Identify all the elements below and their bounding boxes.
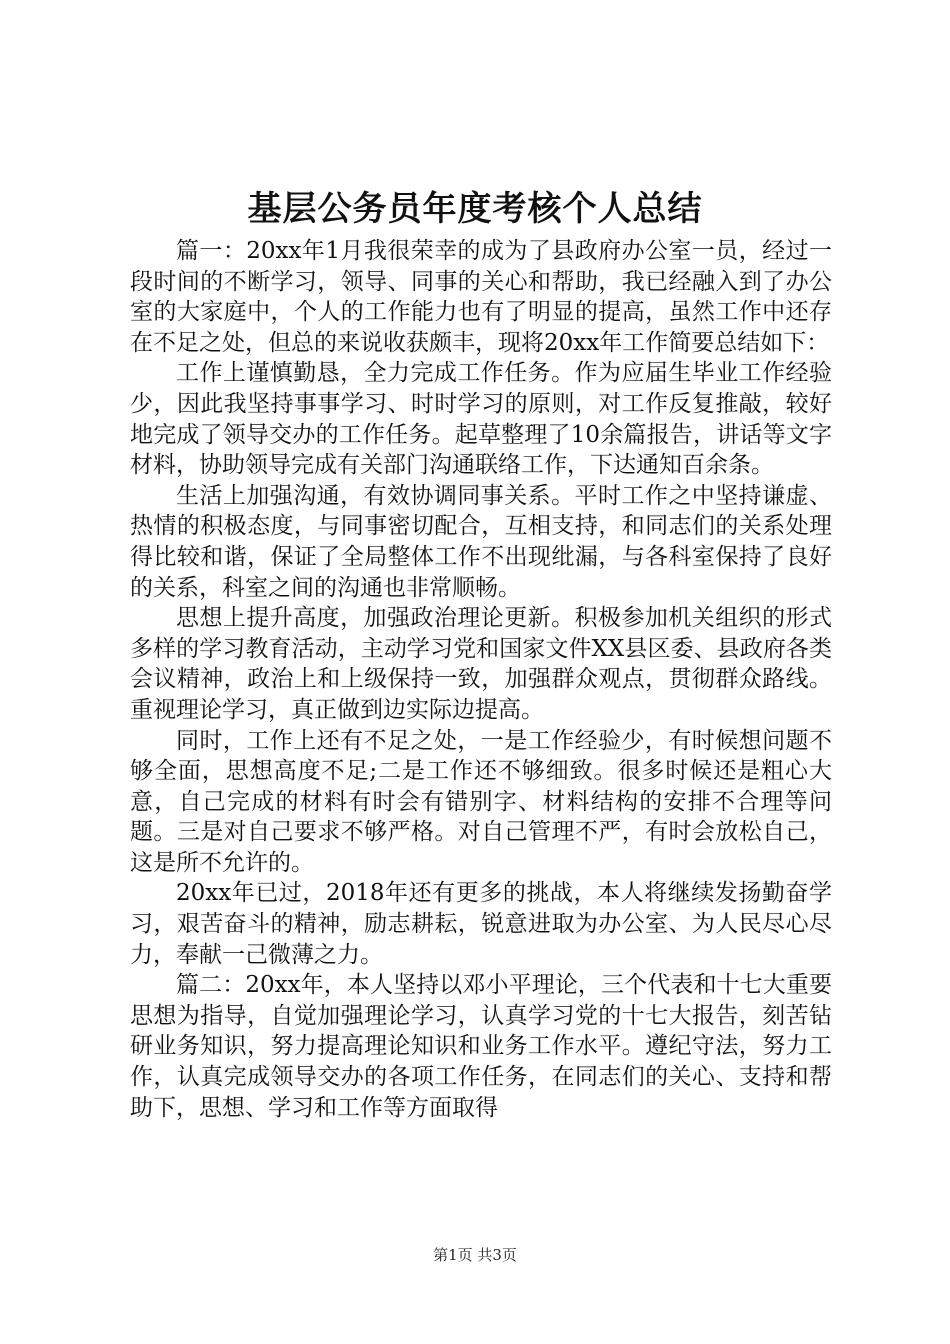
paragraph-2: 工作上谨慎勤恳，全力完成工作任务。作为应届生毕业工作经验少，因此我坚持事事学习、时时学习的原则，对工作反复推敲，较好地完成了领导交办的工作任务。起草整理了10余篇报告，讲话等文字材料，协助领导完成有关部门沟通联络工作，下达通知百余条。 (130, 360, 832, 479)
paragraph-5: 同时，工作上还有不足之处，一是工作经验少，有时候想问题不够全面，思想高度不足;二是工作还不够细致。很多时候还是粗心大意，自己完成的材料有时会有错别字、材料结构的安排不合理等问题。三是对自己要求不够严格。对自己管理不严，有时会放松自己，这是所不允许的。 (130, 727, 832, 876)
document-title: 基层公务员年度考核个人总结 (247, 189, 703, 229)
paragraph-3: 生活上加强沟通，有效协调同事关系。平时工作之中坚持谦虚、热情的积极态度，与同事密切配合，互相支持，和同志们的关系处理得比较和谐，保证了全局整体工作不出现纰漏，与各科室保持了良好的关系，科室之间的沟通也非常顺畅。 (130, 482, 832, 601)
paragraph-6: 20xx年已过，2018年还有更多的挑战，本人将继续发扬勤奋学习，艰苦奋斗的精神，励志耕耘，锐意进取为办公室、为人民尽心尽力，奉献一己微薄之力。 (130, 880, 832, 968)
paragraph-1: 篇一：20xx年1月我很荣幸的成为了县政府办公室一员，经过一段时间的不断学习，领导、同事的关心和帮助，我已经融入到了办公室的大家庭中，个人的工作能力也有了明显的提高，虽然工作中还存在不足之处，但总的来说收获颇丰，现将20xx年工作简要总结如下： (130, 238, 832, 356)
document-body (130, 236, 832, 1123)
paragraph-7: 篇二：20xx年，本人坚持以邓小平理论，三个代表和十七大重要思想为指导，自觉加强理论学习，认真学习党的十七大报告，刻苦钻研业务知识，努力提高理论知识和业务工作水平。遵纪守法，努力工作，认真完成领导交办的各项工作任务，在同志们的关心、支持和帮助下，思想、学习和工作等方面取得 (130, 972, 832, 1121)
page-number-footer: 第1页 共3页 (433, 1246, 517, 1264)
paragraph-4: 思想上提升高度，加强政治理论更新。积极参加机关组织的形式多样的学习教育活动，主动学习党和国家文件XX县区委、县政府各类会议精神，政治上和上级保持一致，加强群众观点，贯彻群众路线。重视理论学习，真正做到边实际边提高。 (130, 605, 832, 723)
